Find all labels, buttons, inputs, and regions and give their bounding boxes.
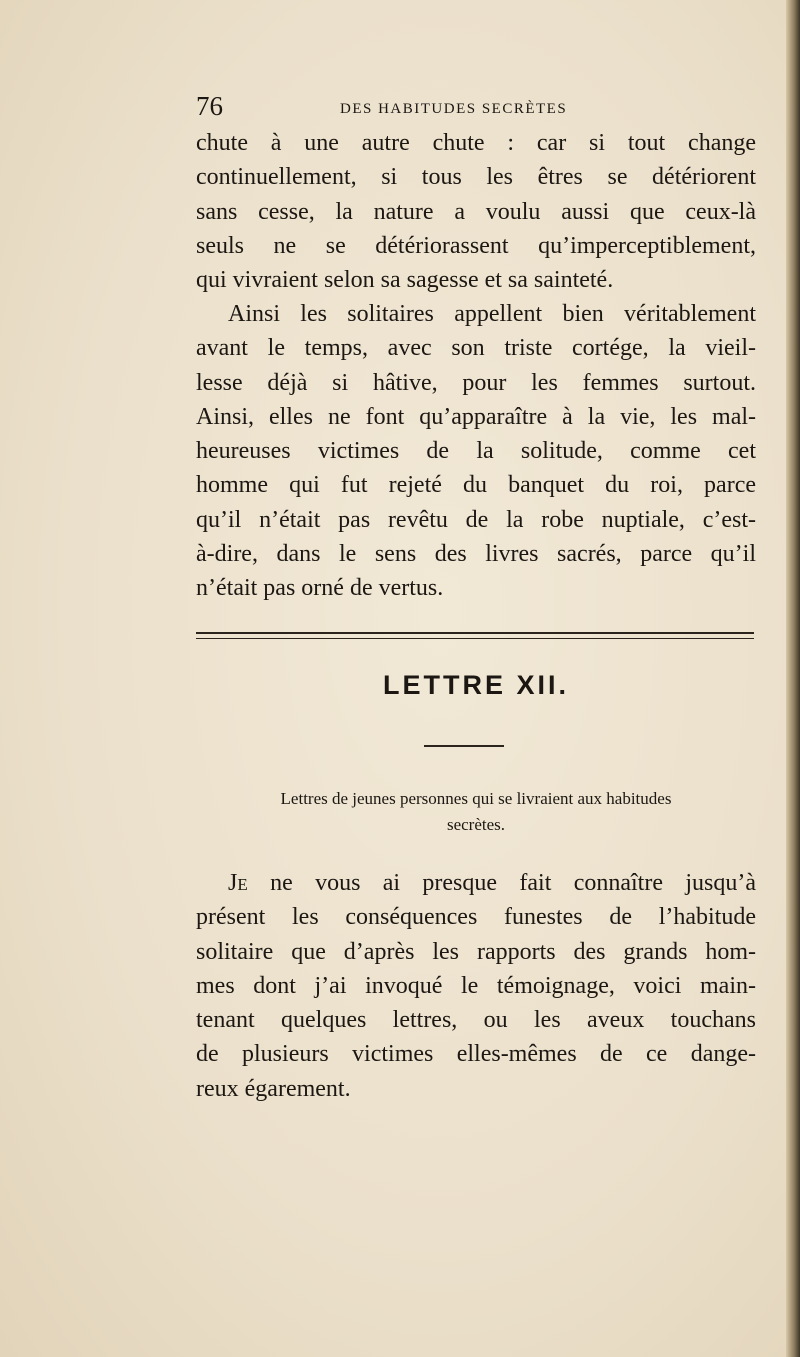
heading-rule (424, 745, 504, 747)
text-line: lesse déjà si hâtive, pour les femmes surtout. (196, 369, 756, 396)
text-line: présent les conséquences funestes de l’habitude (196, 904, 756, 931)
summary-line: secrètes. (446, 815, 506, 834)
text-line: mes dont j’ai invoqué le témoignage, voici main- (196, 972, 756, 999)
text-line: de plusieurs victimes elles-mêmes de ce dange- (196, 1041, 756, 1068)
summary-line: Lettres de jeunes personnes qui se livraient aux habitudes (280, 789, 672, 808)
running-title: DES HABITUDES SECRÈTES (340, 101, 568, 117)
text-line: à-dire, dans le sens des livres sacrés, parce qu’il (196, 541, 756, 568)
section-divider (196, 632, 754, 639)
running-head (196, 93, 756, 123)
text-line: chute à une autre chute : car si tout change (196, 130, 756, 156)
text-line: qui vivraient selon sa sagesse et sa sainteté. (196, 267, 614, 294)
text-line: avant le temps, avec son triste cortége, la vieil- (196, 335, 756, 362)
text-line: continuellement, si tous les êtres se détériorent (196, 164, 756, 191)
text-line: sans cesse, la nature a voulu aussi que ceux-là (196, 198, 756, 225)
page-number: 76 (196, 91, 223, 121)
text-line: homme qui fut rejeté du banquet du roi, parce (196, 472, 756, 499)
letter-summary (196, 786, 756, 838)
text-line: solitaire que d’après les rapports des grands hom- (196, 938, 756, 965)
drop-word: Je (228, 870, 248, 896)
text-line: qu’il n’était pas revêtu de la robe nuptiale, c’est- (196, 506, 756, 533)
page-edge-shadow (786, 0, 800, 1357)
text-line: Ainsi, elles ne font qu’apparaître à la vie, les mal- (196, 403, 756, 430)
paragraph-2 (196, 297, 756, 606)
first-line-rest: ne vous ai presque fait connaître jusqu’à (247, 870, 756, 896)
text-line: heureuses victimes de la solitude, comme cet (196, 438, 756, 465)
text-line: tenant quelques lettres, ou les aveux touchans (196, 1007, 756, 1034)
letter-heading: LETTRE XII. (382, 670, 569, 700)
text-line: Ainsi les solitaires appellent bien véritablement (228, 301, 756, 327)
text-line: n’était pas orné de vertus. (196, 575, 444, 602)
text-line: reux égarement. (196, 1075, 351, 1102)
paragraph-3 (196, 866, 756, 1106)
text-line (196, 866, 756, 900)
paragraph-1 (196, 126, 756, 297)
text-line: seuls ne se détériorassent qu’imperceptiblement, (196, 232, 756, 259)
